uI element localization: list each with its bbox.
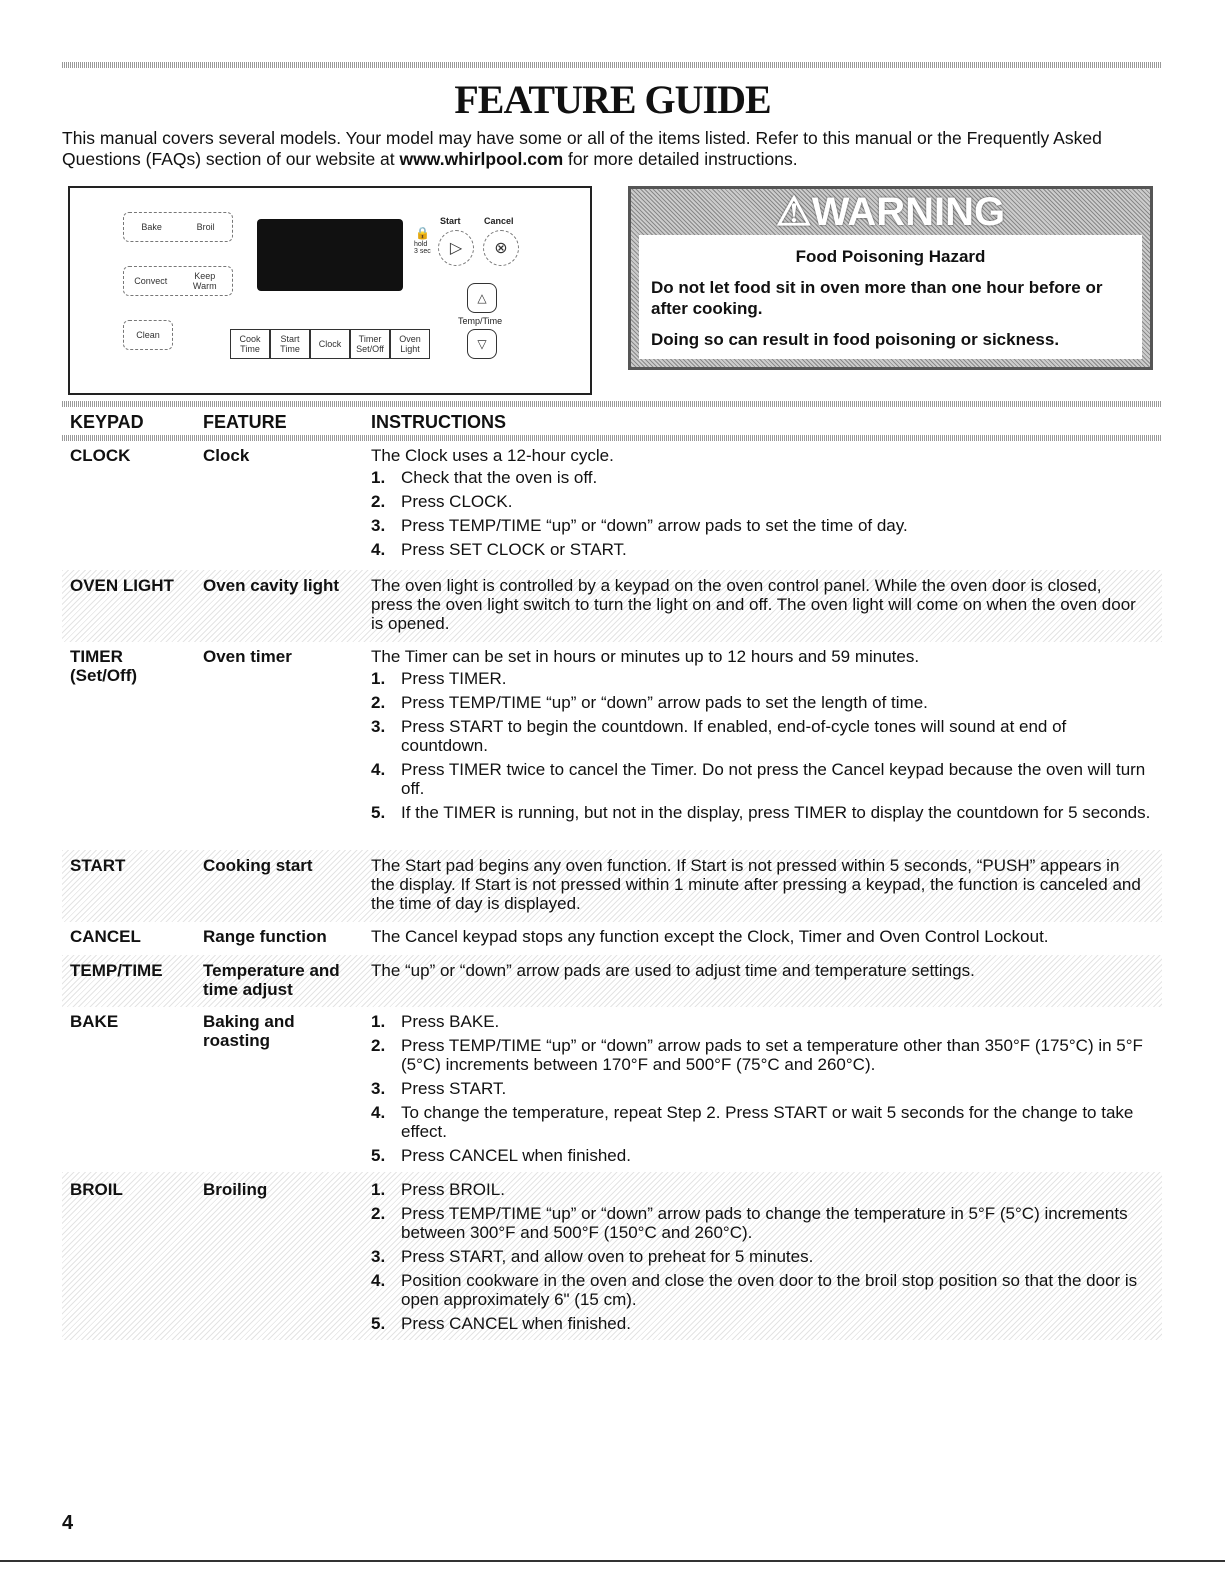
website-link[interactable]: www.whirlpool.com (399, 149, 564, 169)
start-time-key: Start Time (270, 329, 310, 359)
keypad-cell: START (70, 856, 126, 875)
bottom-rule (0, 1560, 1225, 1562)
temp-time-label: Temp/Time (458, 316, 503, 326)
clean-key: Clean (123, 320, 173, 350)
bake-broil-keys: Bake Broil (123, 212, 233, 242)
convect-keepwarm-keys: Convect Keep Warm (123, 266, 233, 296)
cancel-label: Cancel (484, 216, 514, 226)
warning-box (628, 186, 1153, 370)
oven-display (257, 219, 403, 291)
up-arrow-icon: △ (467, 283, 497, 313)
header-keypad: KEYPAD (70, 412, 144, 432)
feature-cell: Cooking start (203, 856, 313, 875)
header-feature: FEATURE (203, 412, 287, 432)
table-row-oven-light (62, 570, 1162, 642)
header-instructions: INSTRUCTIONS (371, 412, 506, 432)
warning-line-1: Do not let food sit in oven more than one hour before or after cooking. (651, 278, 1103, 318)
instructions-cell: 1. Press BROIL. 2. Press TEMP/TIME “up” or “down” arrow pads to change the temperature in 5°F (5°C) increments between 300°F and 500°F (150°C and 260°C). 3. Press START, and allow oven to preheat for 5 minutes. 4. Position cookware in the oven and close the oven door to the broil stop position so that the door is open approximately 6" (15 cm). 5. Press CANCEL when finished. (371, 1180, 1138, 1333)
feature-cell: Temperature and time adjust (203, 961, 340, 999)
warning-line-2: Doing so can result in food poisoning or sickness. (651, 330, 1060, 349)
timer-setoff-key: Timer Set/Off (350, 329, 390, 359)
keypad-cell: TEMP/TIME (70, 961, 163, 980)
page-title: FEATURE GUIDE (454, 77, 771, 122)
table-row-start (62, 850, 1162, 922)
instructions-cell: The Timer can be set in hours or minutes up to 12 hours and 59 minutes. 1. Press TIMER. 2. Press TEMP/TIME “up” or “down” arrow pads to set the length of time. 3. Press START to begin the countdown. If enabled, end-of-cycle tones will sound at end of countdown. 4. Press TIMER twice to cancel the Timer. Do not press the Cancel keypad because the oven will turn off. 5. If the TIMER is running, but not in the display, press TIMER to display the countdown for 5 seconds. (371, 647, 1151, 822)
table-top-rule (62, 401, 1162, 407)
page-number: 4 (62, 1512, 74, 1534)
down-arrow-icon: ▽ (467, 329, 497, 359)
table-row-temp-time (62, 955, 1162, 1007)
keypad-cell: OVEN LIGHT (70, 576, 174, 595)
feature-cell: Baking and roasting (203, 1012, 295, 1050)
start-play-icon: ▷ (438, 230, 474, 266)
feature-cell: Oven cavity light (203, 576, 340, 595)
warning-header: ⚠WARNING (775, 190, 1006, 234)
clock-key: Clock (310, 329, 350, 359)
warning-body (639, 235, 1142, 359)
instructions-cell: The oven light is controlled by a keypad on the oven control panel. While the oven door is closed, press the oven light switch to turn the light on and off. The oven light will come on when the oven door is opened. (371, 576, 1136, 633)
keypad-cell: CLOCK (70, 446, 131, 465)
keypad-cell: TIMER (Set/Off) (70, 647, 138, 685)
hold-label: hold 3 sec (414, 241, 431, 255)
table-header-rule (62, 435, 1162, 441)
top-rule (62, 62, 1162, 68)
cancel-x-icon: ⊗ (483, 230, 519, 266)
feature-cell: Oven timer (203, 647, 292, 666)
table-row-broil (62, 1172, 1162, 1340)
start-label: Start (440, 216, 461, 226)
table-row-cancel (62, 927, 1162, 953)
feature-cell: Clock (203, 446, 250, 465)
instructions-cell: The Cancel keypad stops any function except the Clock, Timer and Oven Control Lockout. (371, 927, 1049, 946)
table-row-timer (62, 647, 1162, 847)
feature-cell: Broiling (203, 1180, 268, 1199)
table-row-bake (62, 1012, 1162, 1172)
intro-text: This manual covers several models. Your model may have some or all of the items listed. Refer to this manual or the Frequently Asked Questions (FAQs) section of our website at www.whirlpool.com for more detailed instructions. (62, 128, 1102, 169)
lock-icon: 🔒 (415, 226, 430, 240)
warning-hazard: Food Poisoning Hazard (795, 247, 986, 266)
instructions-cell: The Clock uses a 12-hour cycle. 1. Check that the oven is off. 2. Press CLOCK. 3. Press TEMP/TIME “up” or “down” arrow pads to set the time of day. 4. Press SET CLOCK or START. (371, 446, 908, 559)
instructions-cell: The “up” or “down” arrow pads are used to adjust time and temperature settings. (371, 961, 975, 980)
instructions-cell: 1. Press BAKE. 2. Press TEMP/TIME “up” or “down” arrow pads to set a temperature other than 350°F (175°C) in 5°F (5°C) increments between 170°F and 500°F (75°C and 260°C). 3. Press START. 4. To change the temperature, repeat Step 2. Press START or wait 5 seconds for the change to take effect. 5. Press CANCEL when finished. (371, 1012, 1143, 1165)
instructions-cell: The Start pad begins any oven function. If Start is not pressed within 5 seconds, “PUSH” appears in the display. If Start is not pressed within 1 minute after pressing a keypad, the function is canceled and the time of day is displayed. (371, 856, 1141, 913)
control-panel-illustration (68, 186, 592, 395)
keypad-cell: BROIL (70, 1180, 123, 1199)
table-row-clock (62, 446, 1162, 566)
feature-cell: Range function (203, 927, 327, 946)
cook-time-key: Cook Time (230, 329, 270, 359)
function-key-row (230, 329, 430, 359)
keypad-cell: CANCEL (70, 927, 141, 946)
oven-light-key: Oven Light (390, 329, 430, 359)
keypad-cell: BAKE (70, 1012, 119, 1031)
